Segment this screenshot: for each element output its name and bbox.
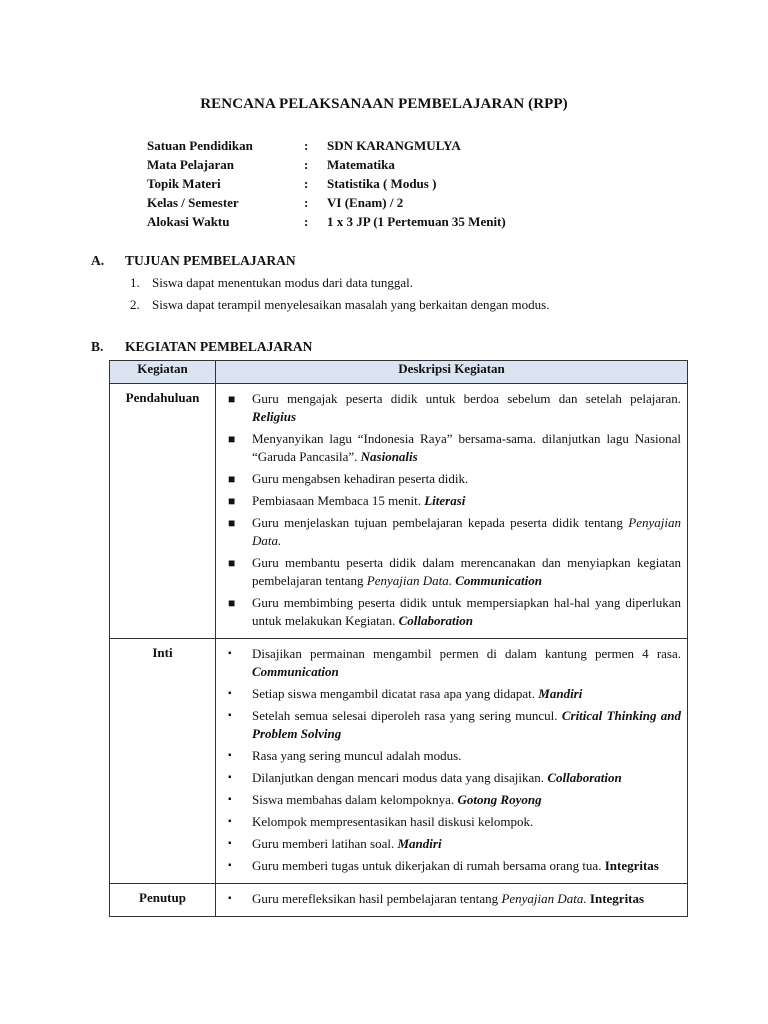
list-item xyxy=(222,492,681,510)
list-item xyxy=(222,857,681,875)
item-emphasis: Penyajian Data. xyxy=(501,891,587,906)
section-a-heading xyxy=(91,253,296,269)
item-text: Kelompok mempresentasikan hasil diskusi kelompok. xyxy=(252,814,534,829)
identity-colon: : xyxy=(304,194,309,210)
bullet-icon: ▪ xyxy=(228,838,232,849)
item-text: Guru membantu peserta didik dalam merencanakan dan menyiapkan kegiatan pembelajaran tentang xyxy=(252,555,681,588)
item-tag: Collaboration xyxy=(398,613,473,628)
list-item xyxy=(222,430,681,466)
square-bullet-icon: ■ xyxy=(228,494,236,508)
square-bullet-icon: ■ xyxy=(228,392,236,406)
list-item xyxy=(222,890,681,908)
document-title: RENCANA PELAKSANAAN PEMBELAJARAN (RPP) xyxy=(200,96,568,112)
section-letter: B. xyxy=(91,339,104,354)
item-tag: Collaboration xyxy=(547,770,622,785)
header-deskripsi: Deskripsi Kegiatan xyxy=(216,361,688,384)
identity-label: Satuan Pendidikan xyxy=(147,137,253,153)
identity-row xyxy=(147,174,506,193)
objective-text: Siswa dapat terampil menyelesaikan masalah yang berkaitan dengan modus. xyxy=(152,297,550,312)
list-item xyxy=(222,554,681,590)
item-tag: Integritas xyxy=(586,891,645,906)
item-text: Guru mengajak peserta didik untuk berdoa sebelum dan setelah pelajaran. xyxy=(252,391,681,406)
phase-pendahuluan: Pendahuluan xyxy=(110,384,216,639)
objective-number: 2. xyxy=(130,297,140,312)
item-text: Rasa yang sering muncul adalah modus. xyxy=(252,748,462,763)
identity-value: SDN KARANGMULYA xyxy=(327,137,461,153)
item-text: Setelah semua selesai diperoleh rasa yang sering muncul. xyxy=(252,708,562,723)
item-text: Guru menjelaskan tujuan pembelajaran kepada peserta didik tentang xyxy=(252,515,629,530)
item-text: Dilanjutkan dengan mencari modus data yang disajikan. xyxy=(252,770,548,785)
item-tag: Mandiri xyxy=(538,686,583,701)
identity-label: Mata Pelajaran xyxy=(147,156,235,172)
section-title: TUJUAN PEMBELAJARAN xyxy=(125,253,296,268)
identity-value: Matematika xyxy=(327,156,395,172)
list-item xyxy=(222,514,681,550)
identity-colon: : xyxy=(304,213,309,229)
square-bullet-icon: ■ xyxy=(228,556,236,570)
objective-item xyxy=(130,272,549,294)
list-item xyxy=(222,835,681,853)
section-letter: A. xyxy=(91,253,105,268)
identity-value: 1 x 3 JP (1 Pertemuan 35 Menit) xyxy=(327,213,506,229)
item-emphasis: Penyajian Data. xyxy=(366,573,452,588)
phase-penutup-items xyxy=(216,884,688,917)
item-tag: Integritas xyxy=(604,858,659,873)
phase-pendahuluan-items xyxy=(216,384,688,639)
square-bullet-icon: ■ xyxy=(228,432,236,446)
item-text: Guru membimbing peserta didik untuk mempersiapkan hal-hal yang diperlukan untuk melakukan Kegiatan. xyxy=(252,595,681,628)
item-text: Guru mengabsen kehadiran peserta didik. xyxy=(252,471,469,486)
list-item xyxy=(222,390,681,426)
list-item xyxy=(222,707,681,743)
identity-colon: : xyxy=(304,175,309,191)
phase-inti-items xyxy=(216,639,688,884)
section-title: KEGIATAN PEMBELAJARAN xyxy=(125,339,313,354)
item-tag: Nasionalis xyxy=(360,449,418,464)
item-tag: Communication xyxy=(252,664,339,679)
objective-number: 1. xyxy=(130,275,140,290)
identity-row xyxy=(147,193,506,212)
bullet-icon: ▪ xyxy=(228,750,232,761)
item-tag: Critical Thinking and Problem Solving xyxy=(252,708,681,741)
identity-label: Kelas / Semester xyxy=(147,194,239,210)
item-text: Siswa membahas dalam kelompoknya. xyxy=(252,792,458,807)
item-text: Disajikan permainan mengambil permen di dalam kantung permen 4 rasa. xyxy=(252,646,681,661)
list-item xyxy=(222,813,681,831)
bullet-icon: ▪ xyxy=(228,893,232,904)
item-tag: Mandiri xyxy=(397,836,442,851)
list-item xyxy=(222,791,681,809)
phase-penutup: Penutup xyxy=(110,884,216,917)
bullet-icon: ▪ xyxy=(228,772,232,783)
identity-label: Alokasi Waktu xyxy=(147,213,230,229)
square-bullet-icon: ■ xyxy=(228,596,236,610)
item-tag: Literasi xyxy=(424,493,466,508)
identity-label: Topik Materi xyxy=(147,175,221,191)
bullet-icon: ▪ xyxy=(228,794,232,805)
bullet-icon: ▪ xyxy=(228,688,232,699)
section-b-heading xyxy=(91,339,312,355)
item-text: Guru memberi tugas untuk dikerjakan di rumah bersama orang tua. xyxy=(252,858,605,873)
item-text: Menyanyikan lagu “Indonesia Raya” bersama-sama. dilanjutkan lagu Nasional “Garuda Pancasila”. xyxy=(252,431,681,464)
identity-colon: : xyxy=(304,137,309,153)
item-text: Guru memberi latihan soal. xyxy=(252,836,398,851)
bullet-icon: ▪ xyxy=(228,710,232,721)
identity-row xyxy=(147,155,506,174)
item-emphasis: Penyajian Data. xyxy=(252,515,681,548)
identity-colon: : xyxy=(304,156,309,172)
item-tag: Communication xyxy=(452,573,542,588)
list-item xyxy=(222,645,681,681)
phase-inti: Inti xyxy=(110,639,216,884)
table-row xyxy=(110,639,688,884)
bullet-icon: ▪ xyxy=(228,860,232,871)
activities-table xyxy=(109,360,688,917)
list-item xyxy=(222,685,681,703)
header-kegiatan: Kegiatan xyxy=(110,361,216,384)
objective-item xyxy=(130,294,549,316)
bullet-icon: ▪ xyxy=(228,816,232,827)
list-item xyxy=(222,747,681,765)
item-text: Setiap siswa mengambil dicatat rasa apa yang didapat. xyxy=(252,686,539,701)
item-text: Guru merefleksikan hasil pembelajaran tentang xyxy=(252,891,502,906)
list-item xyxy=(222,769,681,787)
square-bullet-icon: ■ xyxy=(228,472,236,486)
table-row xyxy=(110,384,688,639)
identity-row xyxy=(147,136,506,155)
identity-value: VI (Enam) / 2 xyxy=(327,194,404,210)
list-item xyxy=(222,594,681,630)
identity-block xyxy=(147,136,506,231)
item-text: Pembiasaan Membaca 15 menit. xyxy=(252,493,425,508)
objectives-list xyxy=(130,272,549,316)
table-row xyxy=(110,884,688,917)
table-header-row xyxy=(110,361,688,384)
square-bullet-icon: ■ xyxy=(228,516,236,530)
identity-row xyxy=(147,212,506,231)
item-tag: Gotong Royong xyxy=(457,792,542,807)
item-tag: Religius xyxy=(252,409,297,424)
bullet-icon: ▪ xyxy=(228,648,232,659)
list-item xyxy=(222,470,681,488)
identity-value: Statistika ( Modus ) xyxy=(327,175,437,191)
objective-text: Siswa dapat menentukan modus dari data tunggal. xyxy=(152,275,414,290)
